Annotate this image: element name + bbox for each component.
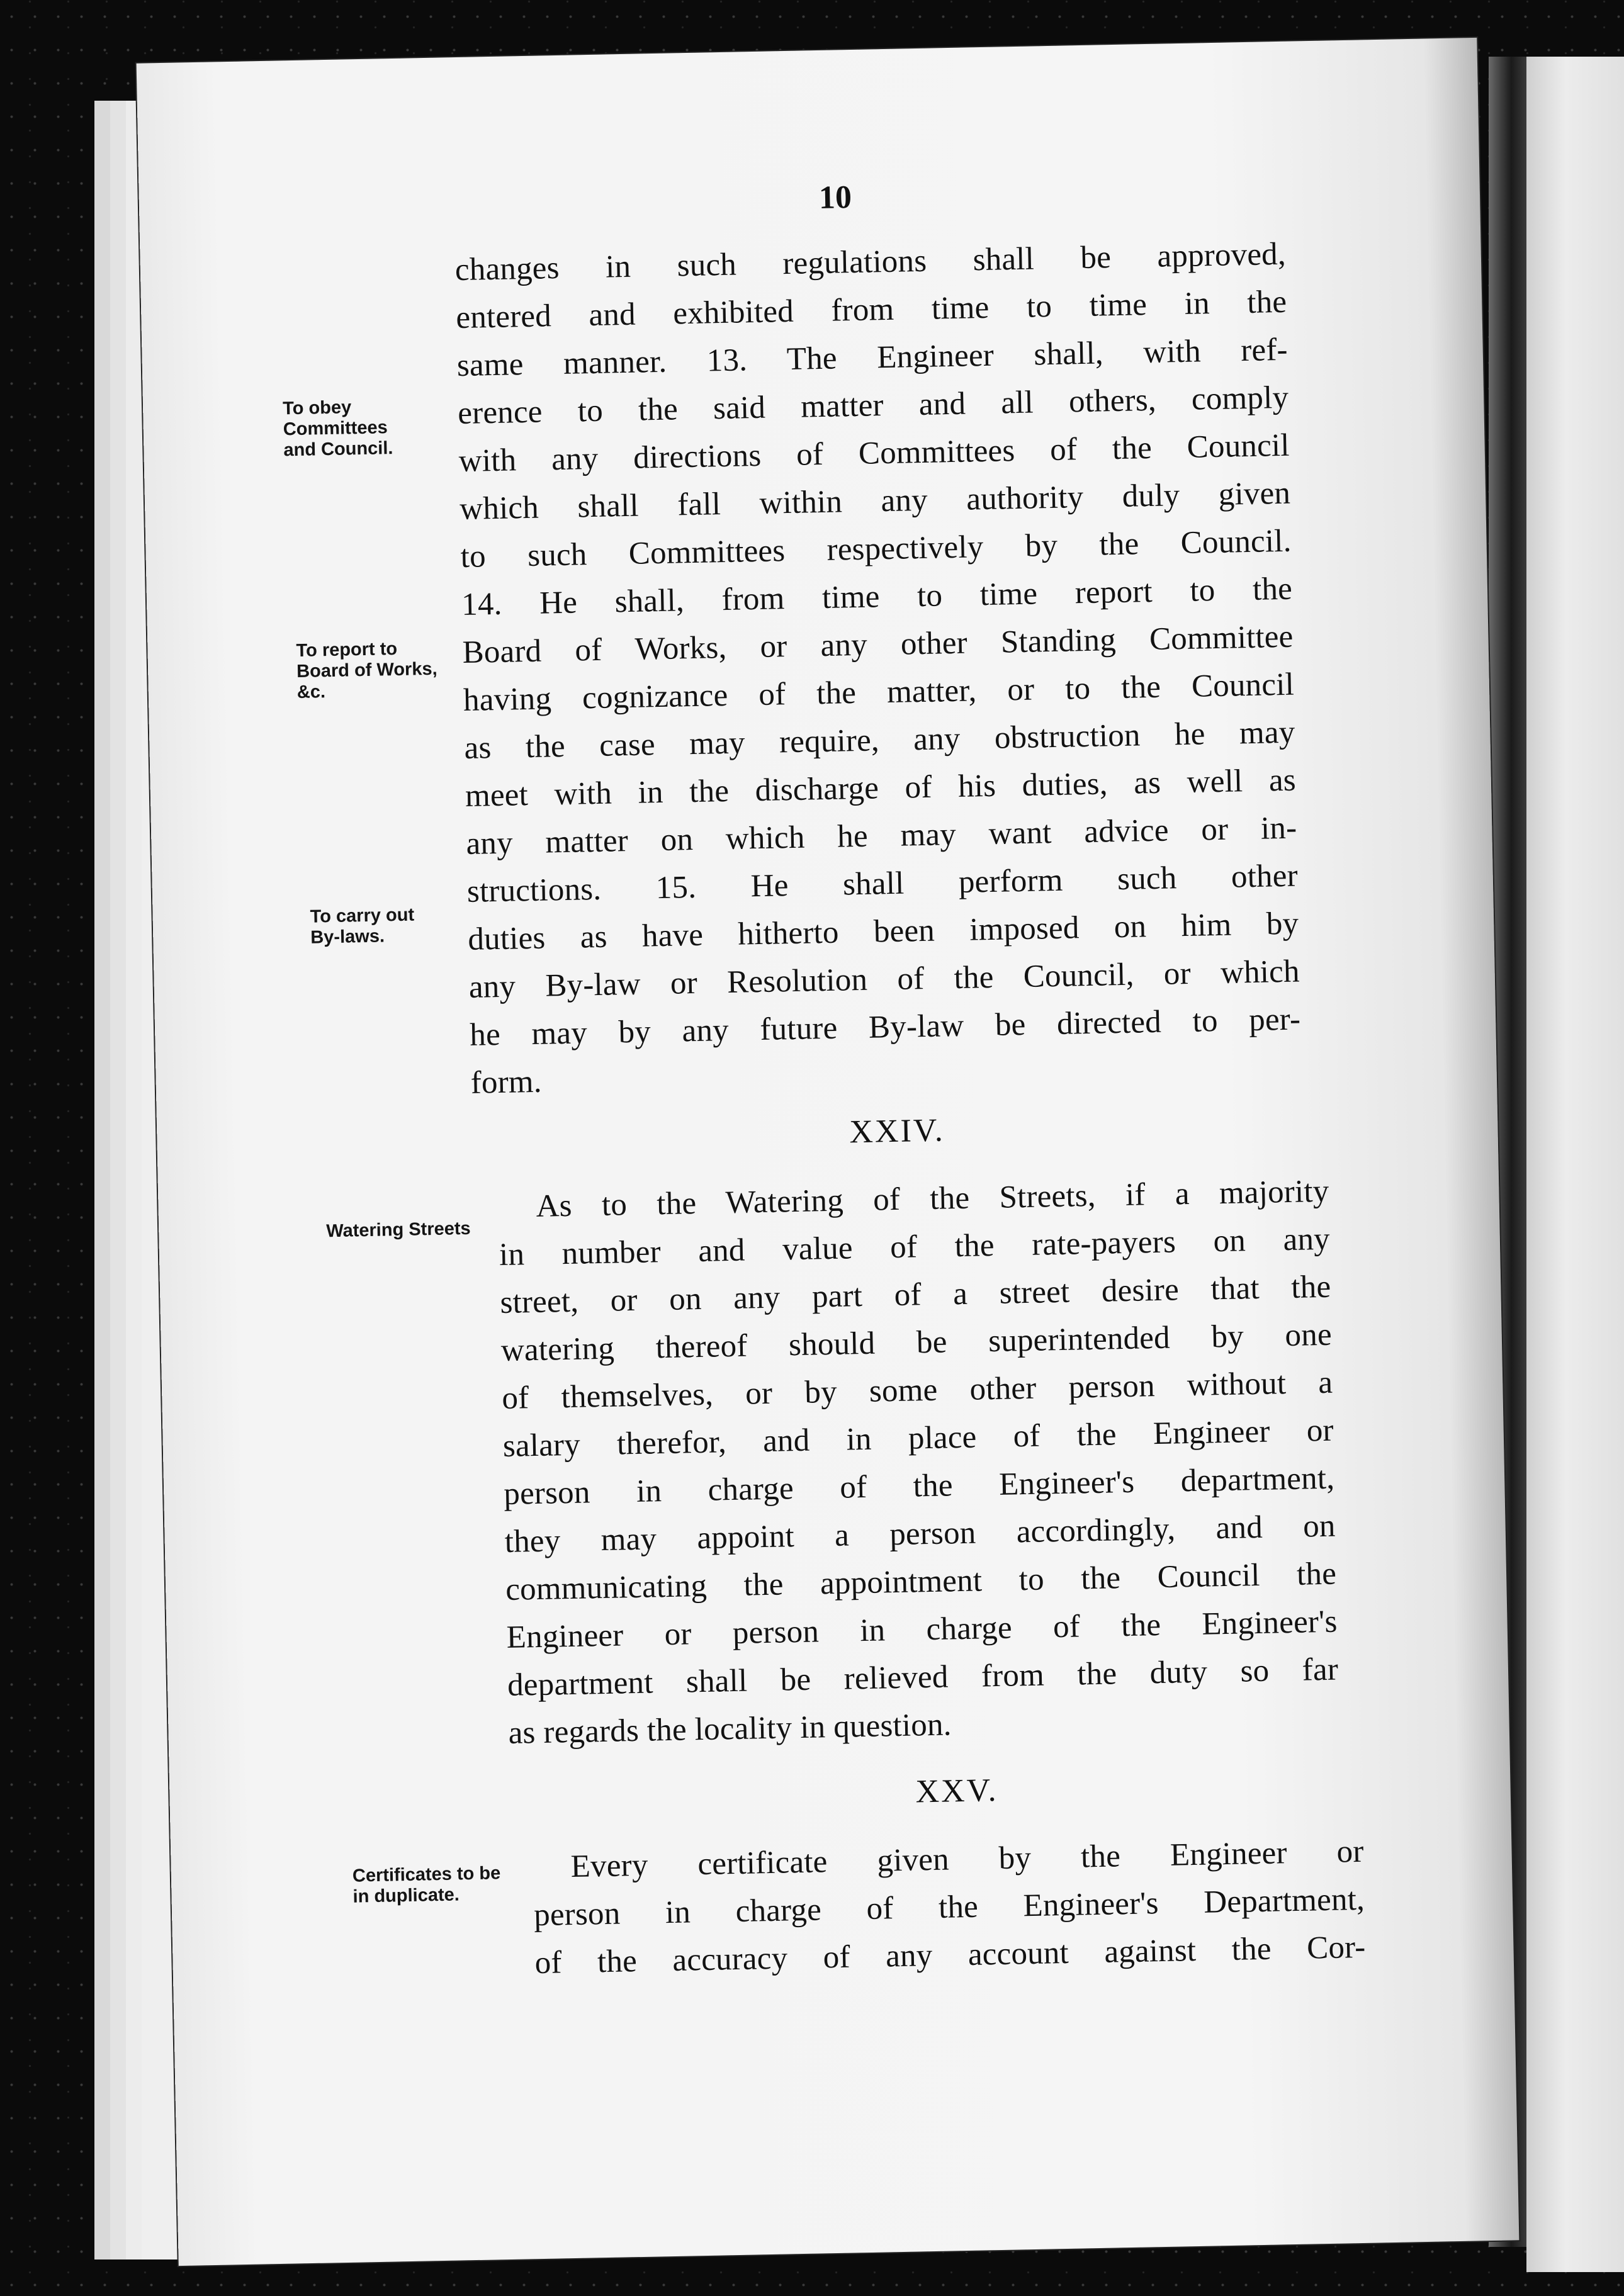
text-line: as the case may require, any obstruction he may — [464, 714, 1295, 766]
margin-note-line: To obey — [282, 397, 352, 419]
margin-note-line: Certificates to be — [352, 1863, 501, 1886]
text-line: any matter on which he may want advice or in- — [465, 810, 1297, 862]
margin-note-line: and Council. — [283, 438, 393, 461]
margin-note-line: in duplicate. — [352, 1884, 460, 1907]
text-line: with any directions of Committees of the Council — [458, 427, 1290, 480]
margin-note-line: Board of Works, — [296, 658, 437, 682]
text-line: communicating the appointment to the Council the — [505, 1556, 1337, 1607]
margin-note-carry-out — [310, 905, 415, 948]
margin-note-obey — [283, 397, 393, 461]
section-heading-xxiv: XXIV. — [849, 1112, 945, 1151]
text-line: of themselves, or by some other person without a — [501, 1365, 1333, 1417]
facing-page-sliver — [1526, 57, 1624, 2272]
text-line: entered and exhibited from time to time in the — [455, 284, 1287, 336]
text-line: street, or on any part of a street desire that the — [499, 1269, 1331, 1321]
text-line: department shall be relieved from the duty so far — [507, 1652, 1339, 1703]
margin-note-line: &c. — [296, 682, 326, 703]
text-line: of the accuracy of any account against the Cor- — [534, 1929, 1366, 1981]
margin-note-report — [296, 638, 437, 703]
margin-note-certificates — [352, 1863, 502, 1908]
text-line: salary therefor, and in place of the Engineer or — [502, 1412, 1334, 1464]
margin-note-line: To report to — [296, 638, 398, 661]
margin-note-line: Committees — [283, 417, 388, 440]
text-line: person in charge of the Engineer's department, — [503, 1460, 1335, 1512]
text-line: in number and value of the rate-payers on any — [499, 1221, 1331, 1273]
text-line: changes in such regulations shall be approved, — [454, 236, 1287, 288]
text-line: structions. 15. He shall perform such other — [466, 858, 1299, 909]
text-line: Engineer or person in charge of the Engineer's — [506, 1604, 1338, 1655]
text-line: having cognizance of the matter, or to the Council — [463, 667, 1295, 718]
text-line: they may appoint a person accordingly, and on — [504, 1508, 1336, 1560]
text-line: erence to the said matter and all others, comply — [457, 380, 1289, 432]
text-line: to such Committees respectively by the Council. — [460, 523, 1292, 575]
text-line: person in charge of the Engineer's Department, — [533, 1881, 1365, 1933]
text-line: duties as have hitherto been imposed on him by — [467, 906, 1299, 957]
page-number: 10 — [818, 179, 852, 216]
margin-note-watering — [326, 1218, 471, 1242]
section-xxv-body — [533, 1828, 1366, 1987]
margin-note-line: Watering Streets — [325, 1218, 471, 1242]
section-xxiv-body — [498, 1168, 1339, 1757]
text-line: meet with in the discharge of his duties, as well as — [465, 762, 1297, 814]
paragraph-continuation — [454, 230, 1302, 1107]
text-line: As to the Watering of the Streets, if a majority — [536, 1173, 1329, 1224]
text-line: watering thereof should be superintended by one — [500, 1317, 1333, 1369]
text-line: Board of Works, or any other Standing Committee — [462, 619, 1294, 670]
text-line: any By-law or Resolution of the Council, or which — [468, 954, 1300, 1005]
section-heading-xxv: XXV. — [915, 1772, 999, 1810]
text-line: Every certificate given by the Engineer or — [570, 1833, 1365, 1885]
margin-note-line: By-laws. — [310, 926, 385, 948]
text-line: 14. He shall, from time to time report to the — [461, 571, 1293, 623]
book-page — [137, 38, 1520, 2266]
margin-note-line: To carry out — [310, 904, 415, 927]
text-line: which shall fall within any authority duly given — [459, 475, 1291, 527]
text-line: same manner. 13. The Engineer shall, with ref- — [456, 332, 1288, 384]
text-line: form. — [470, 1064, 543, 1101]
text-line: as regards the locality in question. — [508, 1707, 952, 1751]
text-line: he may by any future By-law be directed to per- — [469, 1001, 1301, 1053]
